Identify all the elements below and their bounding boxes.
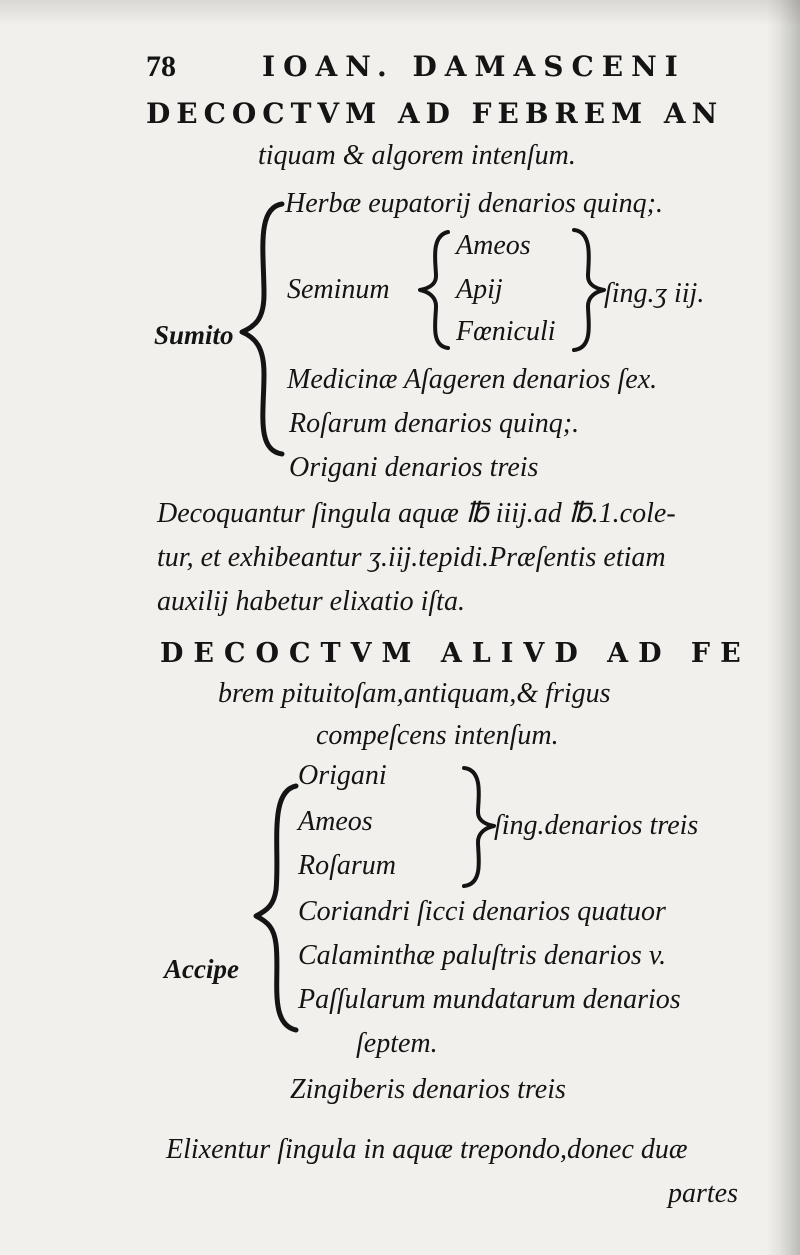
- recipe1-line-3: Medicinæ Aſageren denarios ſex.: [287, 364, 658, 395]
- paragraph2: Elixentur ſingula in aquæ trepondo,donec duæ: [166, 1134, 688, 1165]
- paragraph1-line-2: tur, et exhibeantur ʒ.iij.tepidi.Præſentis etiam: [157, 542, 666, 573]
- recipe2-title: DECOCTVM ALIVD AD FE: [160, 638, 751, 669]
- herb-origani: Origani: [298, 760, 387, 791]
- herb-rosarum: Roſarum: [298, 850, 396, 881]
- paragraph1-line-1: Decoquantur ſingula aquæ ℔ iiij.ad ℔.1.cole-: [157, 498, 676, 529]
- recipe1-line-4: Roſarum denarios quinq;.: [289, 408, 580, 439]
- recipe2-line-1: Coriandri ſicci denarios quatuor: [298, 896, 666, 927]
- recipe2-line-4: ſeptem.: [356, 1028, 438, 1059]
- recipe1-big-brace: [238, 198, 294, 460]
- recipe2-herbs-brace: [450, 764, 500, 890]
- recipe1-line-5: Origani denarios treis: [289, 452, 539, 483]
- running-head: IOAN. DAMASCENI: [262, 50, 686, 83]
- seed-ameos: Ameos: [456, 230, 531, 261]
- recipe2-line-5: Zingiberis denarios treis: [290, 1074, 566, 1105]
- page-number: 78: [146, 50, 176, 83]
- recipe2-herbs-dose: ſing.denarios treis: [494, 810, 699, 841]
- recipe1-title: DECOCTVM AD FEBREM AN: [146, 97, 724, 130]
- recipe2-group-label: Accipe: [164, 954, 239, 984]
- recipe2-line-3: Paſſularum mundatarum denarios: [298, 984, 681, 1015]
- page-gutter-shadow: [766, 0, 800, 1255]
- recipe1-line-1: Herbæ eupatorij denarios quinq;.: [285, 188, 663, 219]
- seed-apij: Apij: [456, 274, 503, 305]
- seed-foeniculi: Fœniculi: [456, 316, 556, 347]
- recipe1-title-continuation: tiquam & algorem intenſum.: [258, 140, 576, 171]
- recipe1-seeds-dose: ſing.ʒ iij.: [604, 278, 705, 309]
- recipe2-title-continuation-1: brem pituitoſam,antiquam,& frigus: [218, 678, 611, 709]
- page-top-shadow: [0, 0, 800, 26]
- recipe2-title-continuation-2: compeſcens intenſum.: [316, 720, 559, 751]
- recipe1-group-label: Sumito: [154, 320, 234, 350]
- recipe2-line-2: Calaminthæ paluſtris denarios v.: [298, 940, 667, 971]
- recipe1-line-2: Seminum: [287, 274, 390, 305]
- herb-ameos: Ameos: [298, 806, 373, 837]
- catchword: partes: [668, 1178, 738, 1209]
- recipe1-seeds-open-brace: [414, 228, 456, 352]
- paragraph1-line-3: auxilij habetur elixatio iſta.: [157, 586, 465, 617]
